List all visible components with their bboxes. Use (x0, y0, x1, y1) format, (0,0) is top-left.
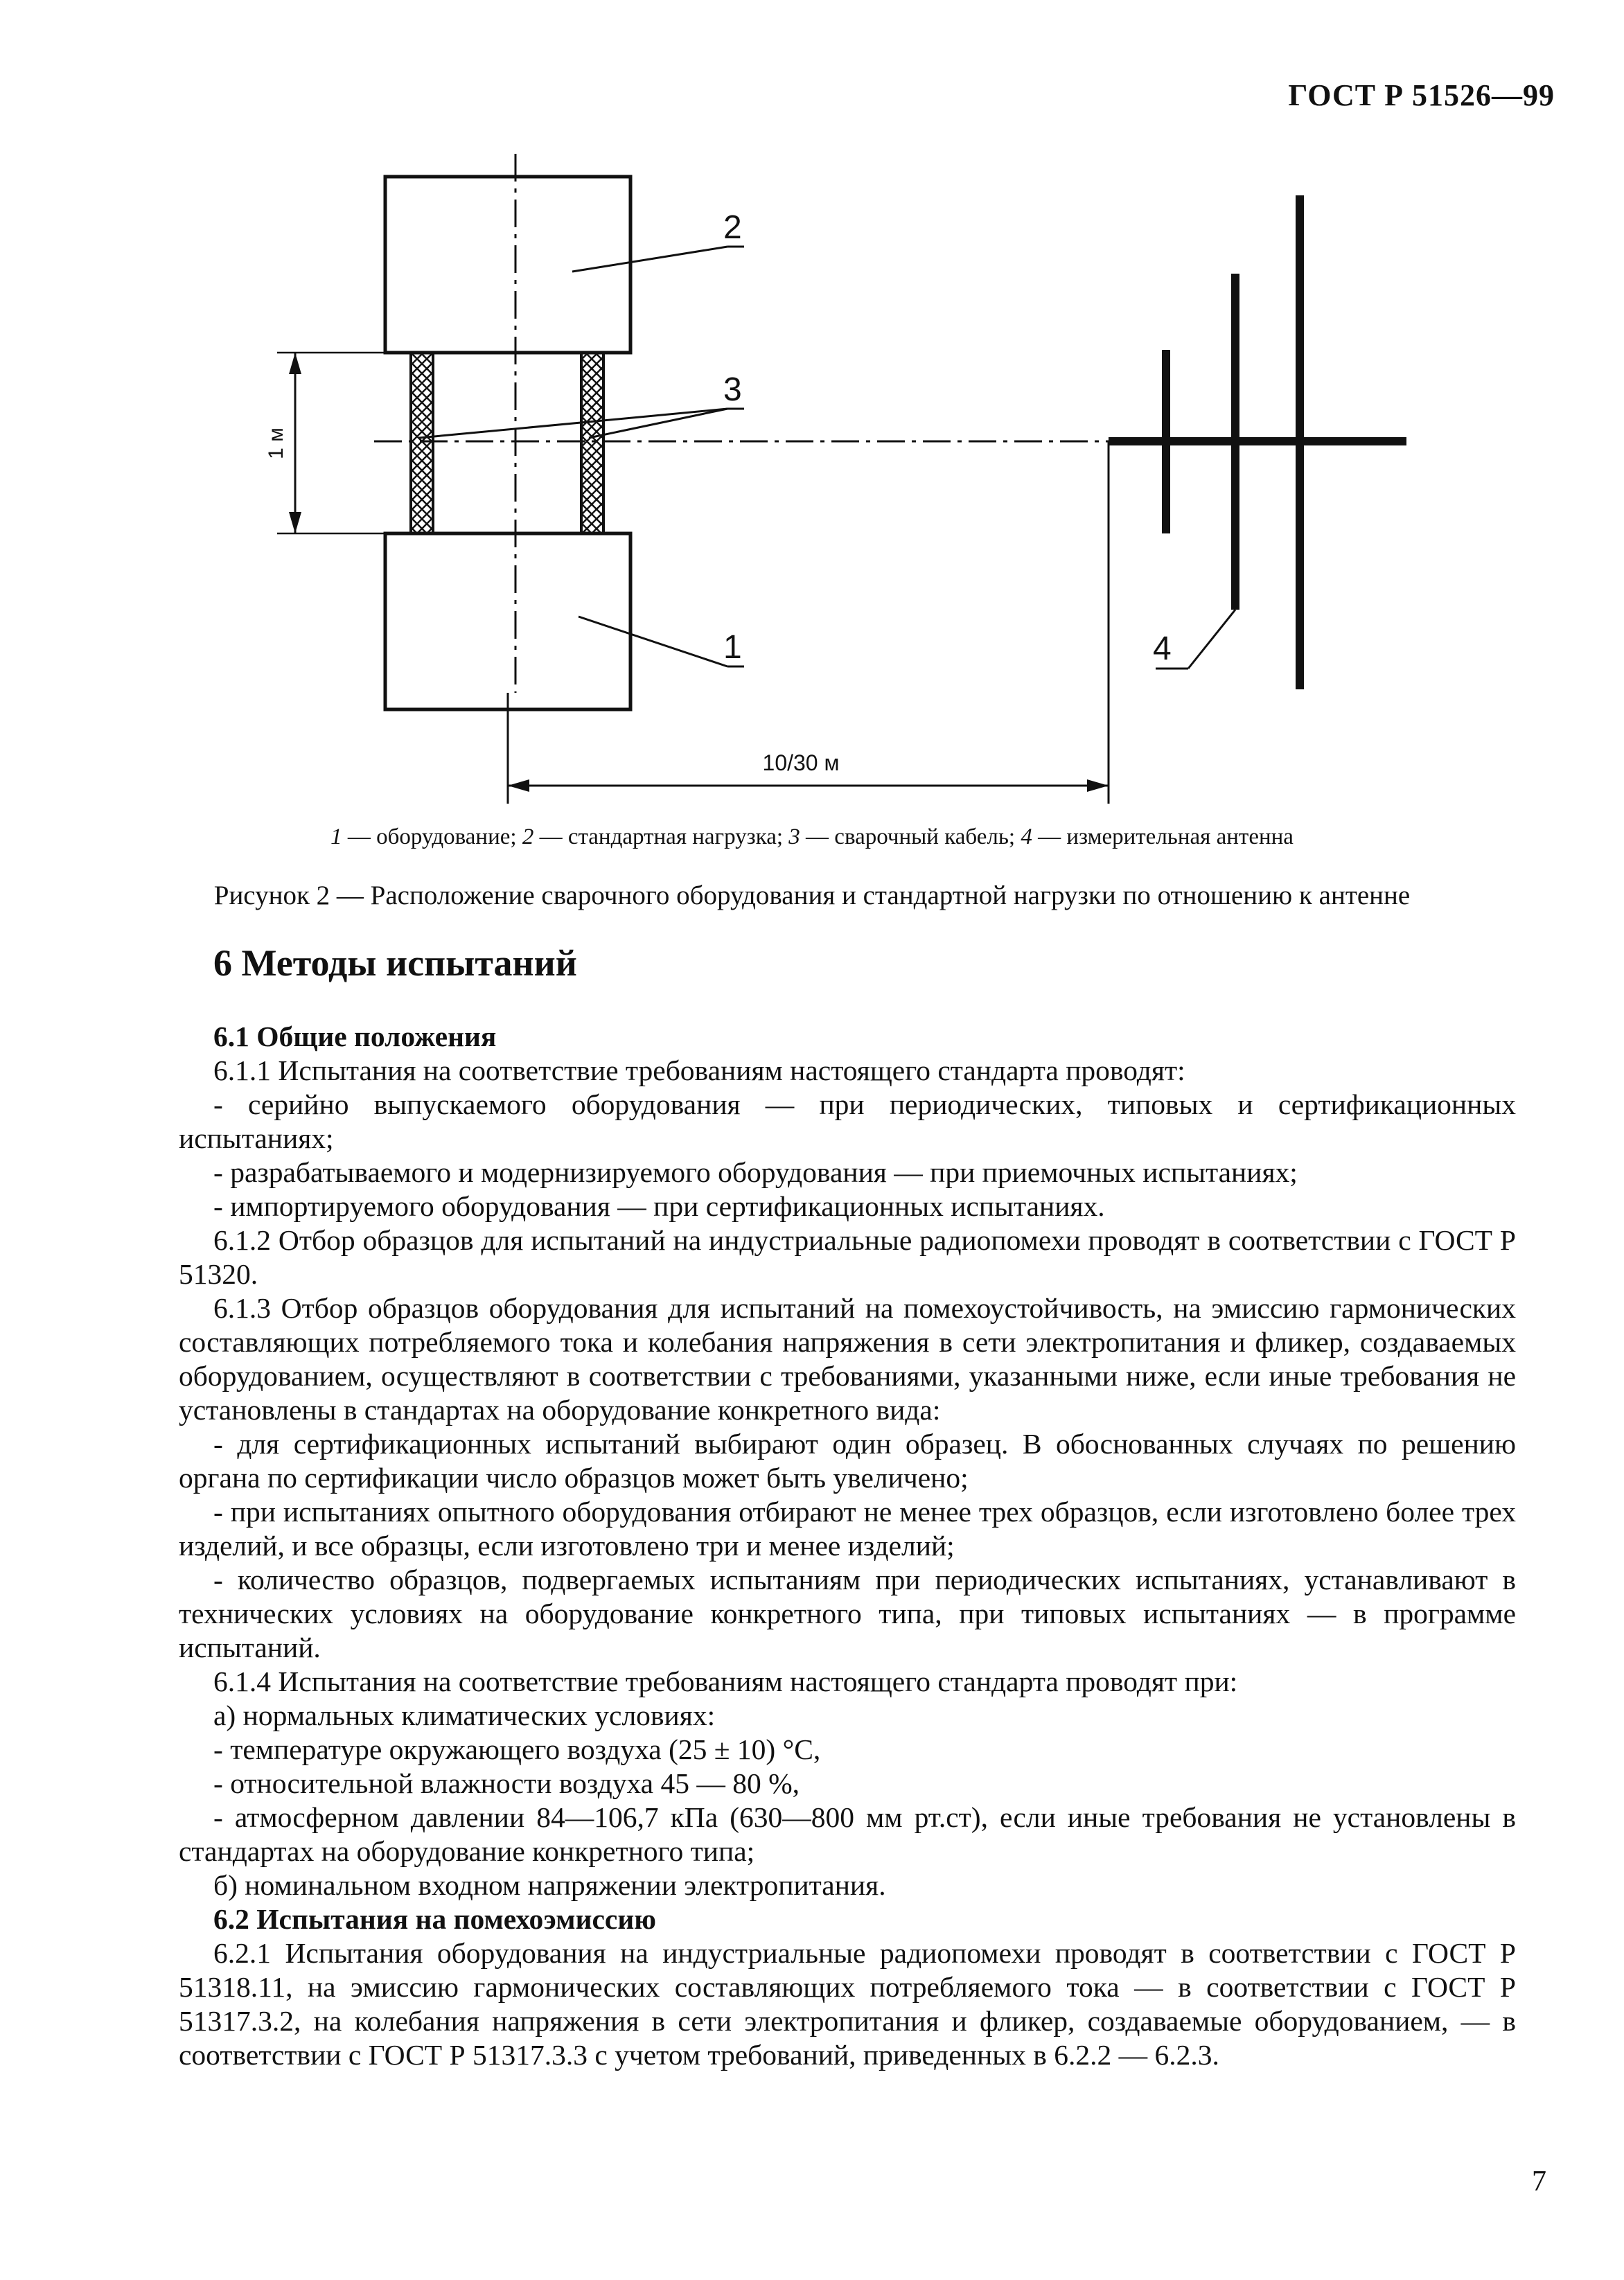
label-1: 1 (723, 629, 742, 666)
height-dim-label: 1 м (265, 427, 288, 459)
paragraph: - температуре окружающего воздуха (25 ± 10) °С, (213, 1733, 821, 1765)
document-code: ГОСТ Р 51526—99 (1288, 78, 1555, 112)
paragraph: - при испытаниях опытного оборудования отбирают не менее трех образцов, если изготовлено более трех изделий, и все образцы, если изготовлено три и менее изделий; (179, 1496, 1516, 1562)
paragraph: 6.1.2 Отбор образцов для испытаний на индустриальные радиопомехи проводят в соответствии с ГОСТ Р 51320. (179, 1224, 1516, 1290)
paragraph: 6.1.3 Отбор образцов оборудования для испытаний на помехоустойчивость, на эмиссию гармонических составляющих потребляемого тока и колебания напряжения в сети электропитания и фликер, создаваемых оборудованием, осуществляют в соответствии с требованиями, указанными ниже, если иные требования не установлены в стандартах на оборудование конкретного вида: (179, 1292, 1516, 1426)
standard-load-box (385, 177, 630, 353)
paragraph: а) нормальных климатических условиях: (213, 1699, 716, 1731)
legend-text-3: — сварочный кабель; (800, 824, 1021, 849)
label-3: 3 (723, 371, 742, 408)
legend-text-4: — измерительная антенна (1032, 824, 1294, 849)
legend-num-1: 1 (330, 824, 342, 849)
paragraph: - серийно выпускаемого оборудования — при периодических, типовых и сертификационных испытаниях; (179, 1088, 1516, 1154)
legend-text-2: — стандартная нагрузка; (533, 824, 789, 849)
paragraph: - атмосферном давлении 84—106,7 кПа (630—800 мм рт.ст), если иные требования не установлены в стандартах на оборудование конкретного типа; (179, 1801, 1516, 1867)
welding-cable-left (411, 353, 433, 533)
legend-num-2: 2 (522, 824, 534, 849)
label-4: 4 (1153, 630, 1172, 667)
page-number: 7 (1532, 2166, 1546, 2198)
legend-text-1: — оборудование; (342, 824, 522, 849)
paragraph: 6.2.1 Испытания оборудования на индустриальные радиопомехи проводят в соответствии с ГОСТ Р 51318.11, на эмиссию гармонических составляющих потребляемого тока — в соответствии с ГОСТ Р 51317.3.2, на колебания напряжения в сети электропитания и фликер, создаваемые оборудованием, — в соответствии с ГОСТ Р 51317.3.3 с учетом требований, приведенных в 6.2.2 — 6.2.3. (179, 1937, 1516, 2071)
paragraph: б) номинальном входном напряжении электропитания. (213, 1869, 886, 1901)
figure-caption: Рисунок 2 — Расположение сварочного оборудования и стандартной нагрузки по отношению к антенне (213, 881, 1411, 910)
paragraph: - разрабатываемого и модернизируемого оборудования — при приемочных испытаниях; (213, 1156, 1298, 1188)
paragraph: - для сертификационных испытаний выбирают один образец. В обоснованных случаях по решению органа по сертификации число образцов может быть увеличено; (179, 1428, 1516, 1494)
paragraph: 6.1.4 Испытания на соответствие требованиям настоящего стандарта проводят при: (213, 1665, 1238, 1697)
equipment-layout-diagram (0, 0, 1624, 818)
paragraph: 6.1.1 Испытания на соответствие требованиям настоящего стандарта проводят: (213, 1054, 1185, 1086)
legend-num-4: 4 (1021, 824, 1032, 849)
paragraph: - относительной влажности воздуха 45 — 80 %, (213, 1767, 800, 1799)
welding-cable-right (581, 353, 603, 533)
document-body (179, 942, 1516, 2072)
paragraph: - количество образцов, подвергаемых испытаниям при периодических испытаниях, устанавливают в технических условиях на оборудование конкретного типа, при типовых испытаниях — в программе испытаний. (179, 1564, 1516, 1663)
legend-num-3: 3 (788, 824, 800, 849)
label-2: 2 (723, 209, 742, 246)
paragraph: - импортируемого оборудования — при сертификационных испытаниях. (213, 1190, 1105, 1222)
subsection-title-6-1: 6.1 Общие положения (213, 1020, 497, 1052)
figure-legend (0, 824, 1624, 850)
distance-dim-label: 10/30 м (762, 750, 840, 775)
section-title: 6 Методы испытаний (213, 942, 577, 984)
subsection-title-6-2: 6.2 Испытания на помехоэмиссию (213, 1903, 656, 1935)
